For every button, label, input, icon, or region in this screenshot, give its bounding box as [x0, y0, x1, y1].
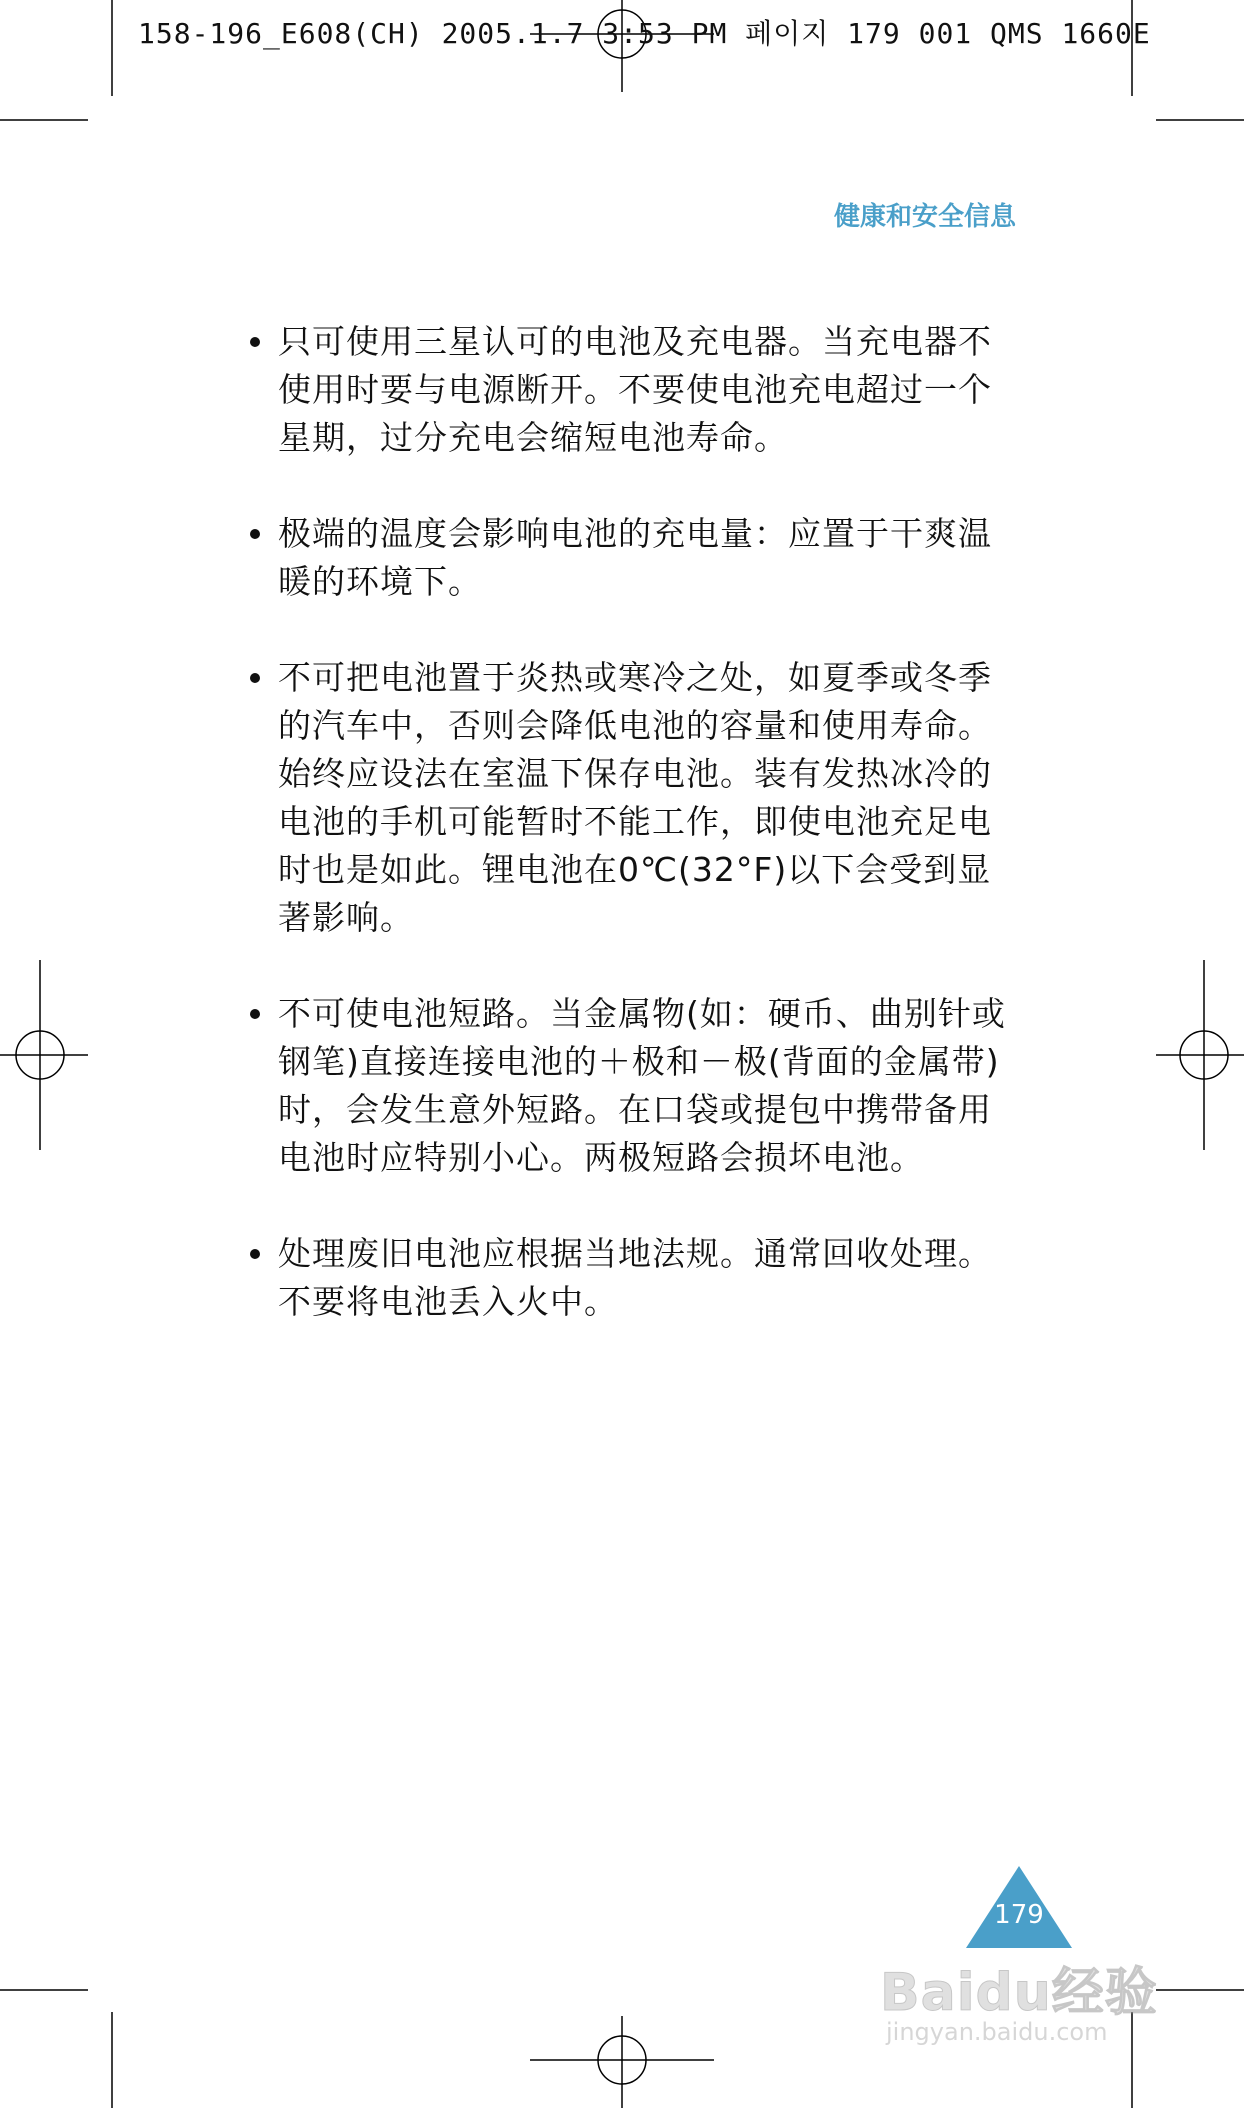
list-item-text: 不可把电池置于炎热或寒冷之处，如夏季或冬季的汽车中，否则会降低电池的容量和使用寿命。始终应设法在室温下保存电池。装有发热冰冷的电池的手机可能暂时不能工作，即使电池充足电时也是如此。锂电池在0℃(32°F)以下会受到显著影响。	[278, 658, 992, 937]
bullet-list	[248, 318, 1016, 1374]
list-item	[248, 990, 1016, 1182]
list-item-text: 不可使电池短路。当金属物(如：硬币、曲别针或钢笔)直接连接电池的＋极和－极(背面的金属带)时，会发生意外短路。在口袋或提包中携带备用电池时应特别小心。两极短路会损坏电池。	[278, 994, 1006, 1177]
page-number: 179	[994, 1900, 1044, 1930]
watermark	[880, 1950, 1180, 2070]
print-slug: 158-196_E608(CH) 2005.1.7 3:53 PM 페이지 179 001 QMS 1660E	[138, 17, 1151, 50]
bullet-icon	[250, 1249, 260, 1259]
bullet-icon	[250, 673, 260, 683]
watermark-url: jingyan.baidu.com	[886, 2018, 1108, 2046]
bullet-icon	[250, 337, 260, 347]
section-title: 健康和安全信息	[833, 202, 1016, 232]
bullet-icon	[250, 529, 260, 539]
list-item	[248, 510, 1016, 606]
bullet-icon	[250, 1009, 260, 1019]
list-item-text: 极端的温度会影响电池的充电量：应置于干爽温暖的环境下。	[278, 514, 992, 601]
page-number-badge	[966, 1866, 1072, 1948]
list-item-text: 只可使用三星认可的电池及充电器。当充电器不使用时要与电源断开。不要使电池充电超过一个星期，过分充电会缩短电池寿命。	[278, 322, 992, 457]
list-item	[248, 1230, 1016, 1326]
list-item	[248, 654, 1016, 942]
watermark-logo: Baidu经验	[880, 1963, 1158, 2023]
list-item	[248, 318, 1016, 462]
list-item-text: 处理废旧电池应根据当地法规。通常回收处理。不要将电池丢入火中。	[278, 1234, 992, 1321]
